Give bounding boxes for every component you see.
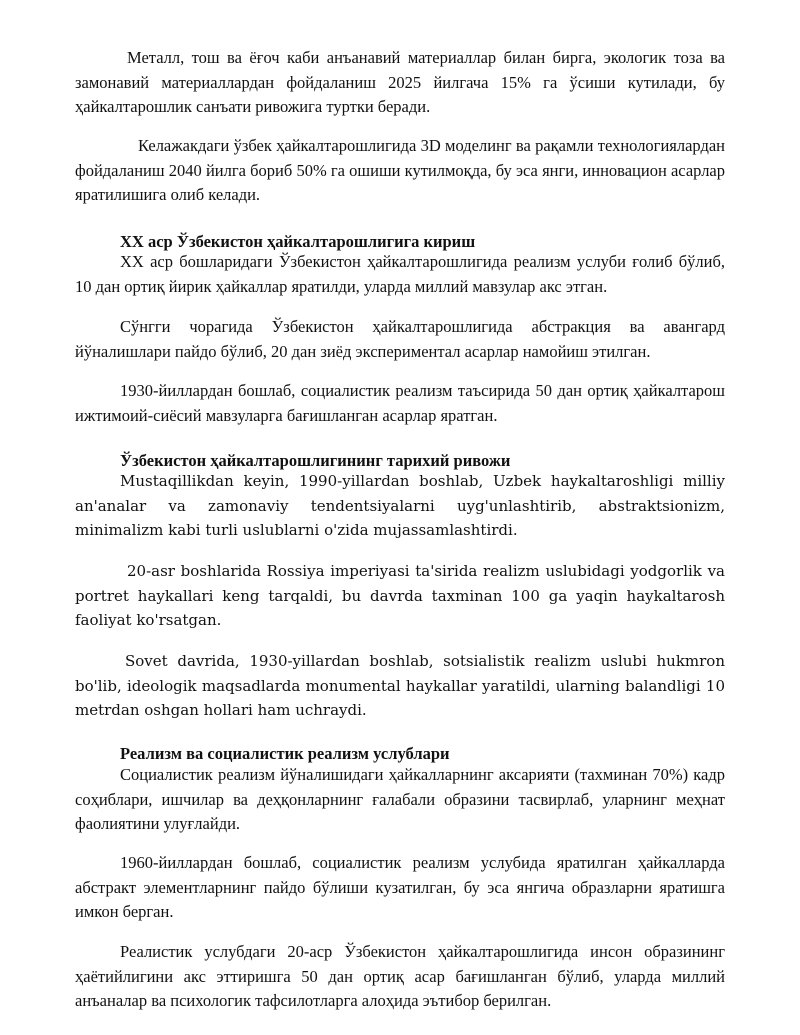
paragraph-materials: Металл, тош ва ёғоч каби анъанавий материаллар билан бирга, экологик тоза ва замонавий материаллардан фойдаланиш 2025 йилгача 15% га ўсиши кутилади, бу ҳайкалтарошлик санъати ривожига туртки беради. xyxy=(75,48,725,116)
paragraph-socialist-majority: Социалистик реализм йўналишидаги ҳайкалларнинг аксарияти (тахминан 70%) кадр соҳиблари, ишчилар ва деҳқонларнинг ғалабали образини тасвирлаб, уларнинг меҳнат фаолиятини улуғлайди. xyxy=(75,765,725,833)
heading-history: Ўзбекистон ҳайкалтарошлигининг тарихий ривожи xyxy=(120,451,511,470)
paragraph-independence: Mustaqillikdan keyin, 1990-yillardan boshlab, Uzbek haykaltaroshligi milliy an'analar va zamonaviy tendentsiyalarni uyg'unlashtirib, abstraktsionizm, minimalizm kabi turli uslublarni o'zida mujassamlashtirdi. xyxy=(75,472,725,539)
paragraph-soviet: Sovet davrida, 1930-yillardan boshlab, sotsialistik realizm uslubi hukmron bo'lib, ideologik maqsadlarda monumental haykallar yaratildi, ularning balandligi 10 metrdan oshgan hollari ham uchraydi. xyxy=(75,652,725,719)
paragraph-realistic-human: Реалистик услубдаги 20-аср Ўзбекистон ҳайкалтарошлигида инсон образининг ҳаётийлигини акс эттиришга 50 дан ортиқ асар бағишланган бўлиб, уларда миллий анъаналар ва психологик тафсилотларга алоҳида эътибор берилган. xyxy=(75,942,725,1010)
heading-intro: XX аср Ўзбекистон ҳайкалтарошлигига кириш xyxy=(120,232,476,251)
heading-realism-styles: Реализм ва социалистик реализм услублари xyxy=(120,744,450,763)
paragraph-russian-empire: 20-asr boshlarida Rossiya imperiyasi ta'sirida realizm uslubidagi yodgorlik va portret haykallari keng tarqaldi, bu davrda taxminan 100 ga yaqin haykaltarosh faoliyat ko'rsatgan. xyxy=(75,562,725,629)
paragraph-realism-early: XX аср бошларидаги Ўзбекистон ҳайкалтарошлигида реализм услуби ғолиб бўлиб, 10 дан ортиқ йирик ҳайкаллар яратилди, уларда миллий мавзулар акс этган. xyxy=(75,252,725,296)
paragraph-future-3d: Келажакдаги ўзбек ҳайкалтарошлигида 3D моделинг ва рақамли технологиялардан фойдаланиш 2040 йилга бориб 50% га ошиши кутилмоқда, бу эса янги, инновацион асарлар яратилишига олиб келади. xyxy=(75,136,725,204)
paragraph-abstraction: Сўнгги чорагида Ўзбекистон ҳайкалтарошлигида абстракция ва авангард йўналишлари пайдо бўлиб, 20 дан зиёд экспериментал асарлар намойиш этилган. xyxy=(75,317,725,361)
paragraph-1930s: 1930-йиллардан бошлаб, социалистик реализм таъсирида 50 дан ортиқ ҳайкалтарош ижтимоий-сиёсий мавзуларга бағишланган асарлар яратган. xyxy=(75,381,725,425)
paragraph-1960s: 1960-йиллардан бошлаб, социалистик реализм услубида яратилган ҳайкалларда абстракт элементларнинг пайдо бўлиши кузатилган, бу эса янгича образларни яратишга имкон берган. xyxy=(75,853,725,921)
